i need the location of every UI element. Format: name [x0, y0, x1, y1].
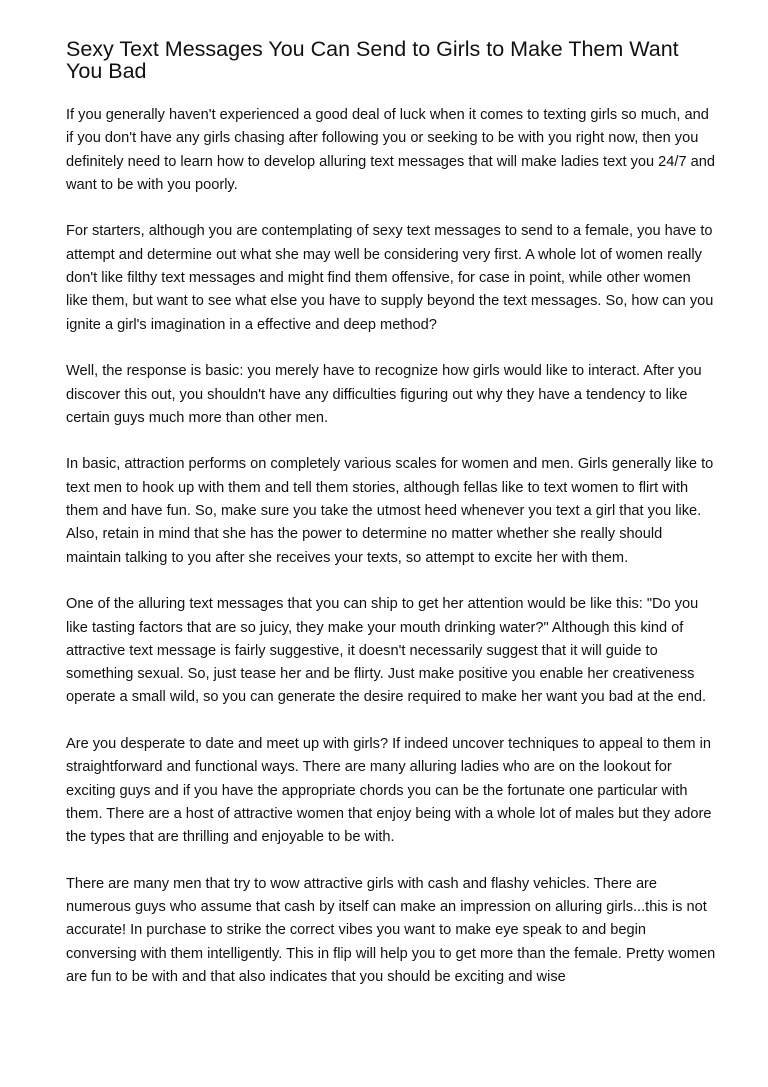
paragraph-5: One of the alluring text messages that you can ship to get her attention would be like this: "Do you like tasting factors that are so juicy, they make your mouth drinking water?" Although this kind of attractive text message is fairly suggestive, it doesn't necessarily suggest that it will guide to something sexual. So, just tease her and be flirty. Just make positive you enable her creativeness operate a small wild, so you can generate the desire required to make her want you bad at the end. — [66, 596, 707, 706]
paragraph-1: If you generally haven't experienced a good deal of luck when it comes to texting girls so much, and if you don't have any girls chasing after following you or seeking to be with you right now, then you definitely need to learn how to develop alluring text messages that will make ladies text you 24/7 and want to be with you poorly. — [66, 107, 715, 193]
document-title: Sexy Text Messages You Can Send to Girls to Make Them Want You Bad — [66, 37, 679, 83]
paragraph-3: Well, the response is basic: you merely have to recognize how girls would like to interact. After you discover this out, you shouldn't have any difficulties figuring out why they have a tendency to like certain guys much more than other men. — [66, 363, 702, 426]
document-page — [66, 38, 716, 1013]
paragraph-2: For starters, although you are contemplating of sexy text messages to send to a female, you have to attempt and determine out what she may well be considering very first. A whole lot of women really don't like filthy text messages and might find them offensive, for case in point, while other women like them, but want to see what else you have to supply beyond the text messages. So, how can you ignite a girl's imagination in a effective and deep method? — [66, 223, 714, 333]
paragraph-7: There are many men that try to wow attractive girls with cash and flashy vehicles. There are numerous guys who assume that cash by itself can make an impression on alluring girls...this is not accurate! In purchase to strike the correct vibes you want to make eye speak to and begin conversing with them intelligently. This in flip will help you to get more than the female. Pretty women are fun to be with and that also indicates that you should be exciting and wise — [66, 875, 716, 985]
paragraph-4: In basic, attraction performs on completely various scales for women and men. Girls generally like to text men to hook up with them and tell them stories, although fellas like to text women to flirt with them and have fun. So, make sure you take the utmost heed whenever you text a girl that you like. Also, retain in mind that she has the power to determine no matter whether she really should maintain talking to you after she receives your texts, so attempt to excite her with them. — [66, 456, 714, 566]
paragraph-6: Are you desperate to date and meet up with girls? If indeed uncover techniques to appeal to them in straightforward and functional ways. There are many alluring ladies who are on the lookout for exciting guys and if you have the appropriate chords you can be the fortunate one particular with them. There are a host of attractive women that enjoy being with a whole lot of males but they adore the types that are thrilling and enjoyable to be with. — [66, 736, 712, 846]
